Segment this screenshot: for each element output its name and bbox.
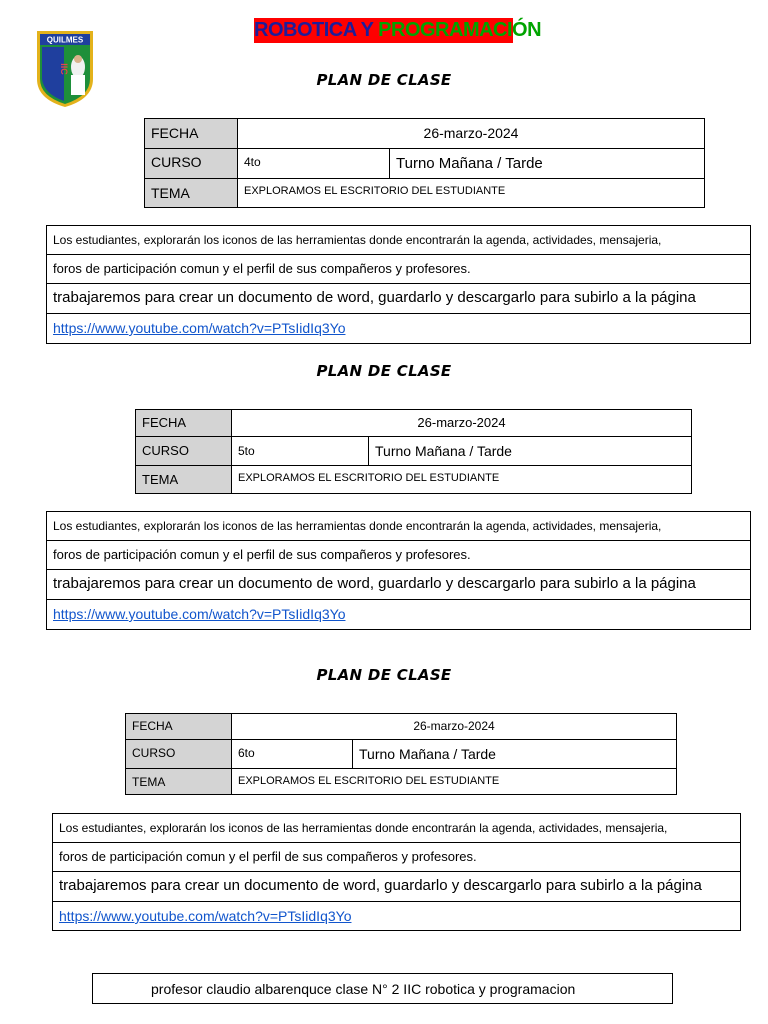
plan-title: PLAN DE CLASE [316,71,452,89]
turno-value: Turno Mañana / Tarde [359,746,496,762]
crest-label: QUILMES [46,35,84,45]
tema-label: TEMA [132,775,166,789]
plan-description [52,813,741,931]
course-banner [254,18,542,43]
description-line-2: foros de participación comun y el perfil de sus compañeros y profesores. [53,261,471,276]
description-line-3: trabajaremos para crear un documento de word, guardarlo y descargarlo para subirlo a la página [53,289,696,306]
plan-info-table [135,409,692,494]
plan-title: PLAN DE CLASE [316,362,452,380]
fecha-value: 26-marzo-2024 [413,719,495,733]
plan-info-table [144,118,705,208]
plan-description [46,511,751,630]
fecha-label: FECHA [142,415,187,430]
plan-title: PLAN DE CLASE [316,666,452,684]
tema-value: EXPLORAMOS EL ESCRITORIO DEL ESTUDIANTE [238,472,500,484]
school-crest-icon [34,29,96,109]
description-line-1: Los estudiantes, explorarán los iconos de las herramientas donde encontrarán la agenda, actividades, mensajeria, [53,233,662,247]
curso-label: CURSO [142,443,189,458]
tema-label: TEMA [142,472,179,487]
curso-value: 5to [238,444,255,458]
fecha-label: FECHA [151,125,199,141]
plan-info-table [125,713,677,795]
fecha-value: 26-marzo-2024 [417,415,506,430]
youtube-link[interactable]: https://www.youtube.com/watch?v=PTsIidIq3Yo [53,320,346,336]
tema-label: TEMA [151,185,190,201]
teacher-footer [92,973,673,1004]
youtube-link[interactable]: https://www.youtube.com/watch?v=PTsIidIq3Yo [59,908,352,924]
footer-text: profesor claudio albarenquce clase N° 2 IIC robotica y programacion [151,981,576,997]
description-line-3: trabajaremos para crear un documento de word, guardarlo y descargarlo para subirlo a la página [53,575,696,592]
banner-word-programacion: PROGRAMACIÓN [378,19,542,41]
curso-value: 6to [238,746,255,760]
fecha-label: FECHA [132,719,173,733]
curso-value: 4to [244,155,261,169]
description-line-3: trabajaremos para crear un documento de word, guardarlo y descargarlo para subirlo a la página [59,877,702,894]
banner-word-robotica: ROBOTICA Y [254,19,374,41]
tema-value: EXPLORAMOS EL ESCRITORIO DEL ESTUDIANTE [244,185,506,197]
description-line-2: foros de participación comun y el perfil de sus compañeros y profesores. [59,849,477,864]
curso-label: CURSO [132,746,176,760]
youtube-link[interactable]: https://www.youtube.com/watch?v=PTsIidIq3Yo [53,606,346,622]
crest-letters: IIC [59,63,69,75]
curso-label: CURSO [151,154,202,170]
description-line-1: Los estudiantes, explorarán los iconos de las herramientas donde encontrarán la agenda, actividades, mensajeria, [53,519,662,533]
fecha-value: 26-marzo-2024 [423,125,519,141]
plan-description [46,225,751,344]
turno-value: Turno Mañana / Tarde [396,155,543,172]
description-line-2: foros de participación comun y el perfil de sus compañeros y profesores. [53,547,471,562]
tema-value: EXPLORAMOS EL ESCRITORIO DEL ESTUDIANTE [238,775,500,787]
turno-value: Turno Mañana / Tarde [375,443,512,459]
description-line-1: Los estudiantes, explorarán los iconos de las herramientas donde encontrarán la agenda, actividades, mensajeria, [59,821,668,835]
